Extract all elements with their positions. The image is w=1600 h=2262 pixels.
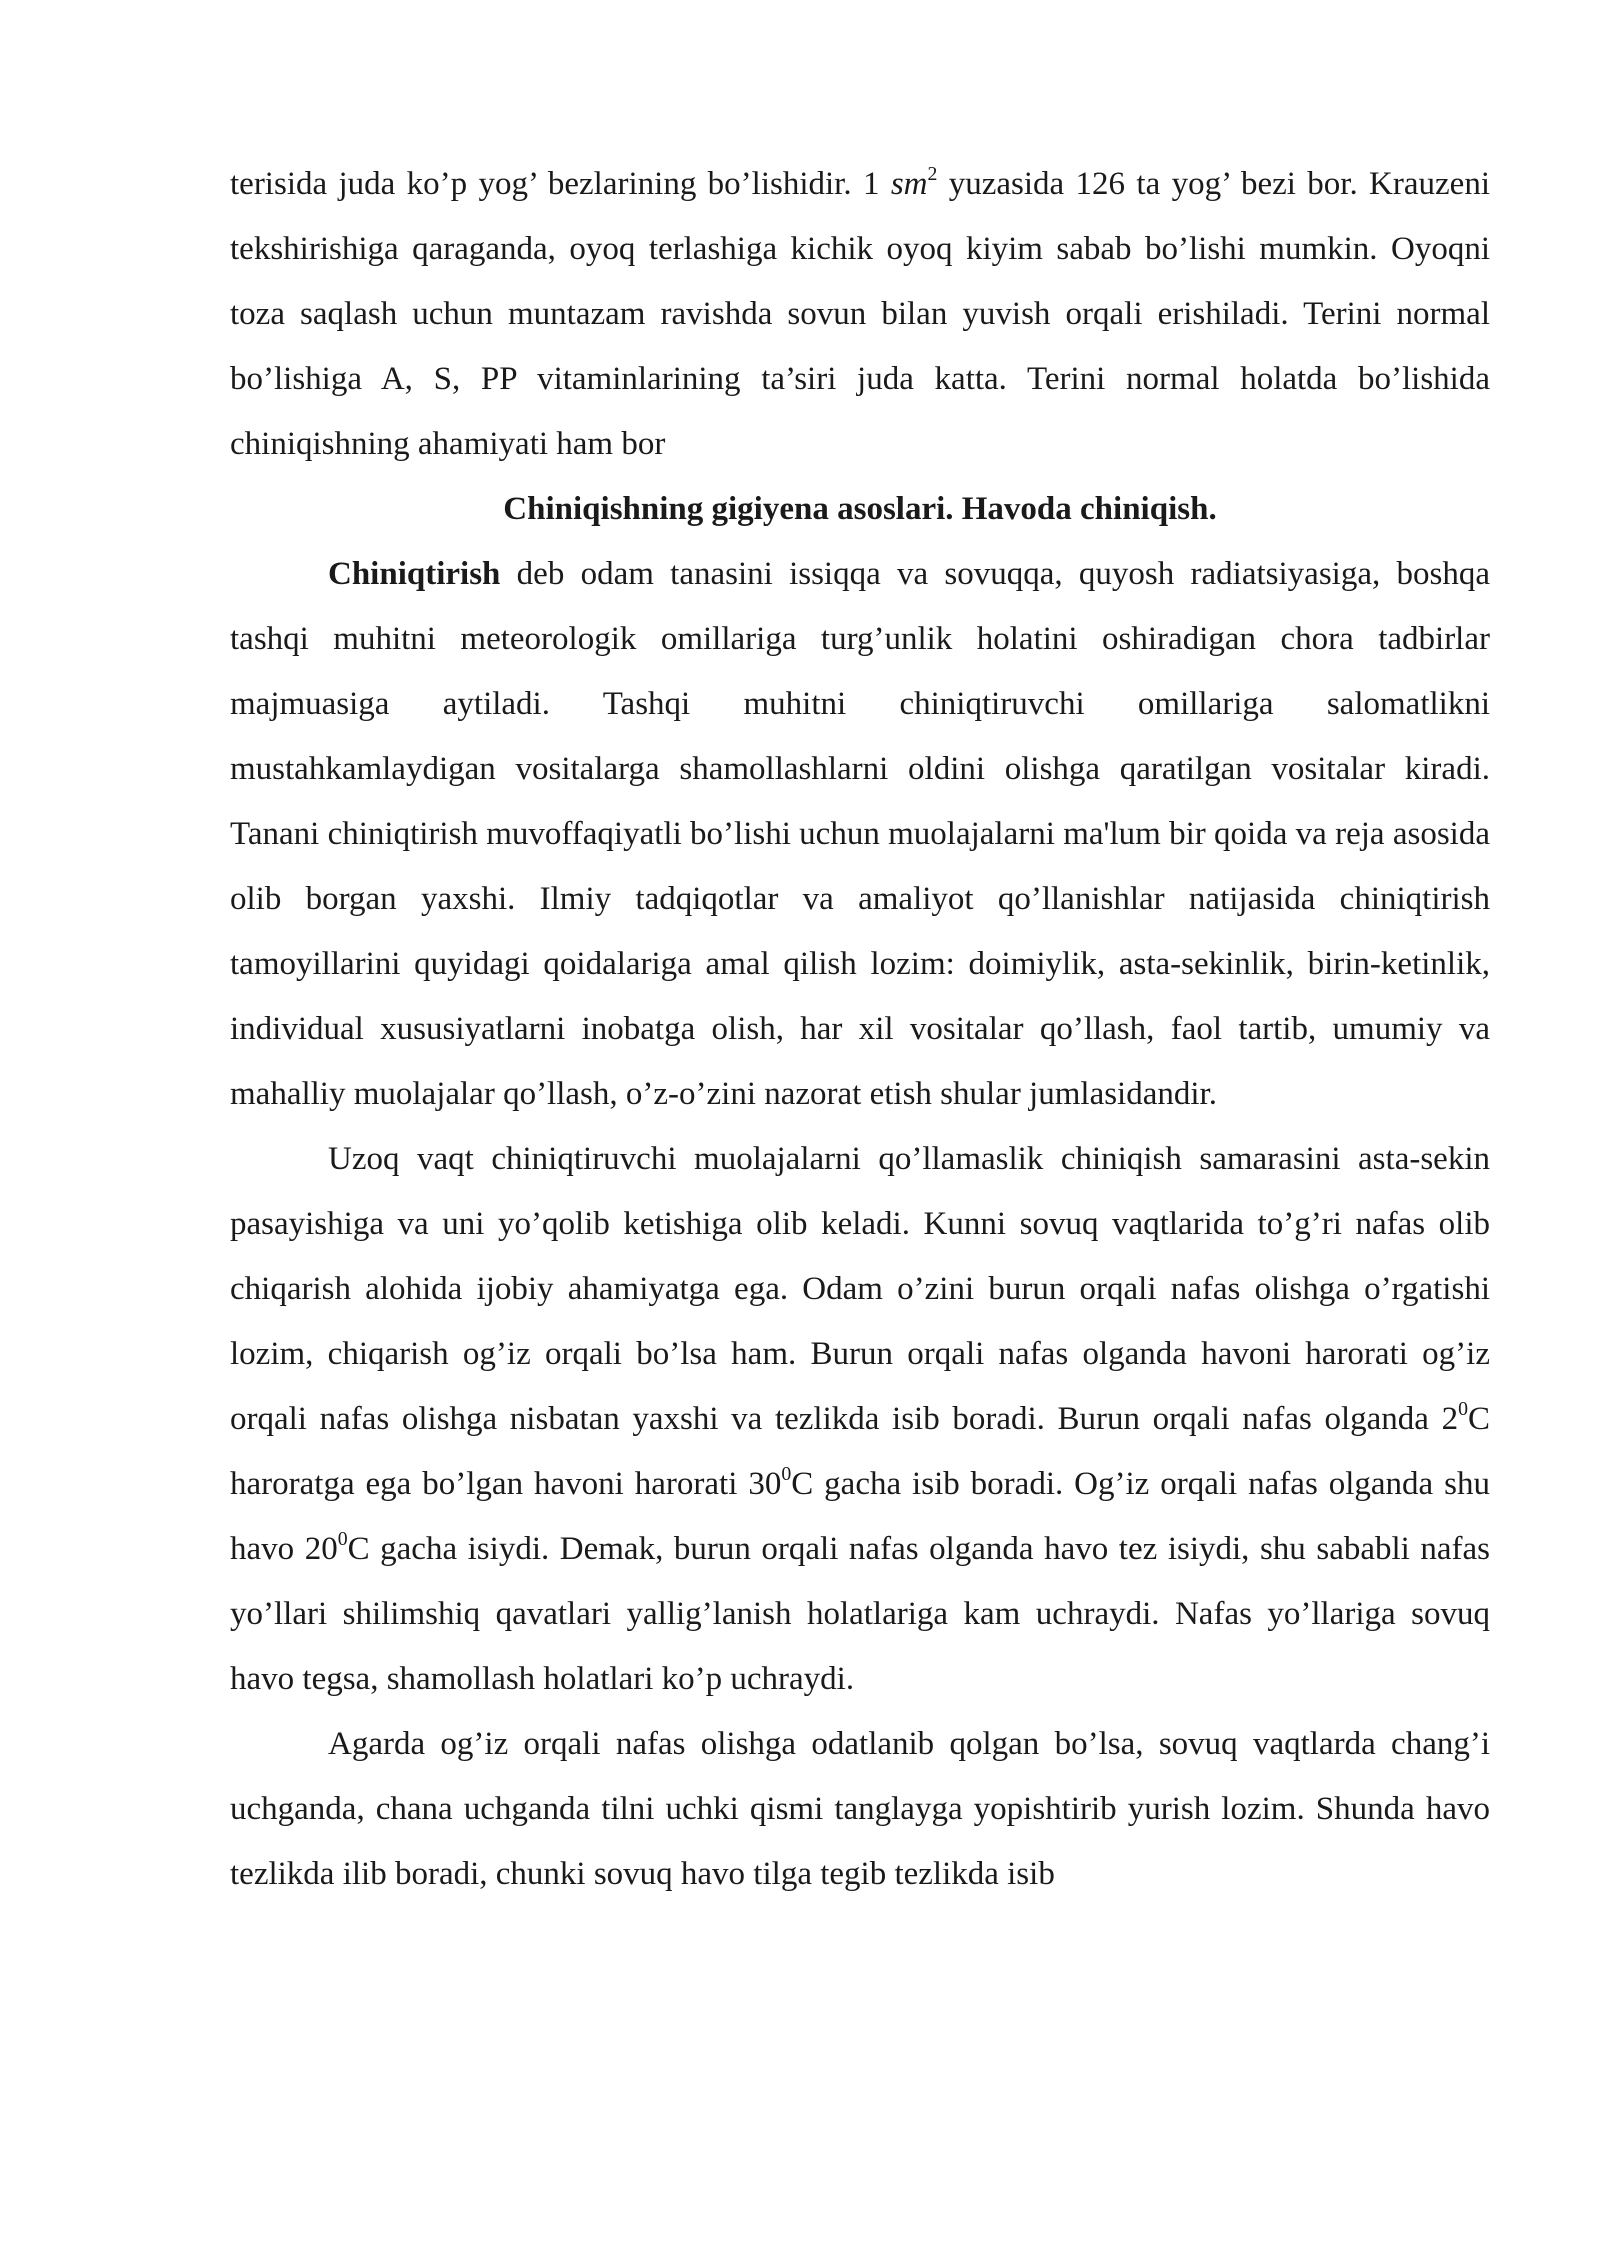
paragraph-text: C haroratga ega bo’lgan havoni harorati 30 xyxy=(230,1401,1490,1502)
defined-term: Chiniqtirish xyxy=(328,556,501,592)
degree-superscript: 0 xyxy=(337,1528,348,1550)
degree-superscript: 0 xyxy=(1458,1398,1468,1420)
paragraph-mouth-breathing: Agarda og’iz orqali nafas olishga odatlanib qolgan bo’lsa, sovuq vaqtlarda chang’i uchganda, chana uchganda tilni uchki qismi tanglayga yopishtirib yurish lozim. Shunda havo tezlikda ilib boradi, chunki sovuq havo tilga tegib tezlikda isib xyxy=(230,1726,1490,1892)
paragraph-skin-glands xyxy=(230,152,1490,477)
paragraph-breathing xyxy=(230,1127,1490,1712)
unit-text: sm xyxy=(890,166,928,202)
paragraph-text: deb odam tanasini issiqqa va sovuqqa, quyosh radiatsiyasiga, boshqa tashqi muhitni meteorologik omillariga turg’unlik holatini oshiradigan chora tadbirlar majmuasiga aytiladi. Tashqi muhitni chiniqtiruvchi omillariga salomatlikni mustahkamlaydigan vositalarga shamollashlarni oldini olishga qaratilgan vositalar kiradi. Tananі chiniqtirish muvoffaqiyatli bo’lishi uchun muolajalarni ma'lum bir qoida va reja asosida olib borgan yaxshi. Ilmiy tadqiqotlar va amaliyot qo’llanishlar natijasida chiniqtirish tamoyillarini quyidagi qoidalariga amal qilish lozim: doimiylik, asta-sekinlik, birin-ketinlik, individual xususiyatlarni inobatga olish, har xil vositalar qo’llash, faol tartib, umumiy va mahalliy muolajalar qo’llash, o’z-o’zini nazorat etish shular jumlasidandir. xyxy=(230,556,1490,1112)
unit-superscript: 2 xyxy=(927,163,938,185)
document-page xyxy=(230,152,1490,1907)
paragraph-text: C gacha isib boradi. Og’iz orqali nafas olganda shu havo 20 xyxy=(230,1466,1490,1567)
paragraph-text: yuzasida 126 ta yog’ bezi bor. Krauzeni tekshirishiga qaraganda, oyoq terlashiga kichik oyoq kiyim sabab bo’lishi mumkin. Oyoqni toza saqlash uchun muntazam ravishda sovun bilan yuvish orqali erishiladi. Terini normal bo’lishiga A, S, PP vitaminlarining ta’siri juda katta. Terini normal holatda bo’lishida chiniqishning ahamiyati ham bor xyxy=(230,166,1490,462)
section-heading: Chiniqishning gigiyena asoslari. Havoda chiniqish. xyxy=(503,491,1217,527)
paragraph-text: terisida juda ko’p yog’ bezlarining bo’lishidir. 1 xyxy=(230,166,891,202)
paragraph-hardening-definition xyxy=(230,542,1490,1127)
paragraph-text: C gacha isiydi. Demak, burun orqali nafas olganda havo tez isiydi, shu sababli nafas yo’llari shilimshiq qavatlari yallig’lanish holatlariga kam uchraydi. Nafas yo’llariga sovuq havo tegsa, shamollash holatlari ko’p uchraydi. xyxy=(230,1531,1490,1697)
paragraph-text: Uzoq vaqt chiniqtiruvchi muolajalarni qo’llamaslik chiniqish samarasini asta-sekin pasayishiga va uni yo’qolib ketishiga olib keladi. Kunni sovuq vaqtlarida to’g’ri nafas olib chiqarish alohida ijobiy ahamiyatga ega. Odam o’zini burun orqali nafas olishga o’rgatishi lozim, chiqarish og’iz orqali bo’lsa ham. Burun orqali nafas olganda havoni harorati og’iz orqali nafas olishga nisbatan yaxshi va tezlikda isib boradi. Burun orqali nafas olganda 2 xyxy=(230,1141,1490,1437)
degree-superscript: 0 xyxy=(781,1463,792,1485)
